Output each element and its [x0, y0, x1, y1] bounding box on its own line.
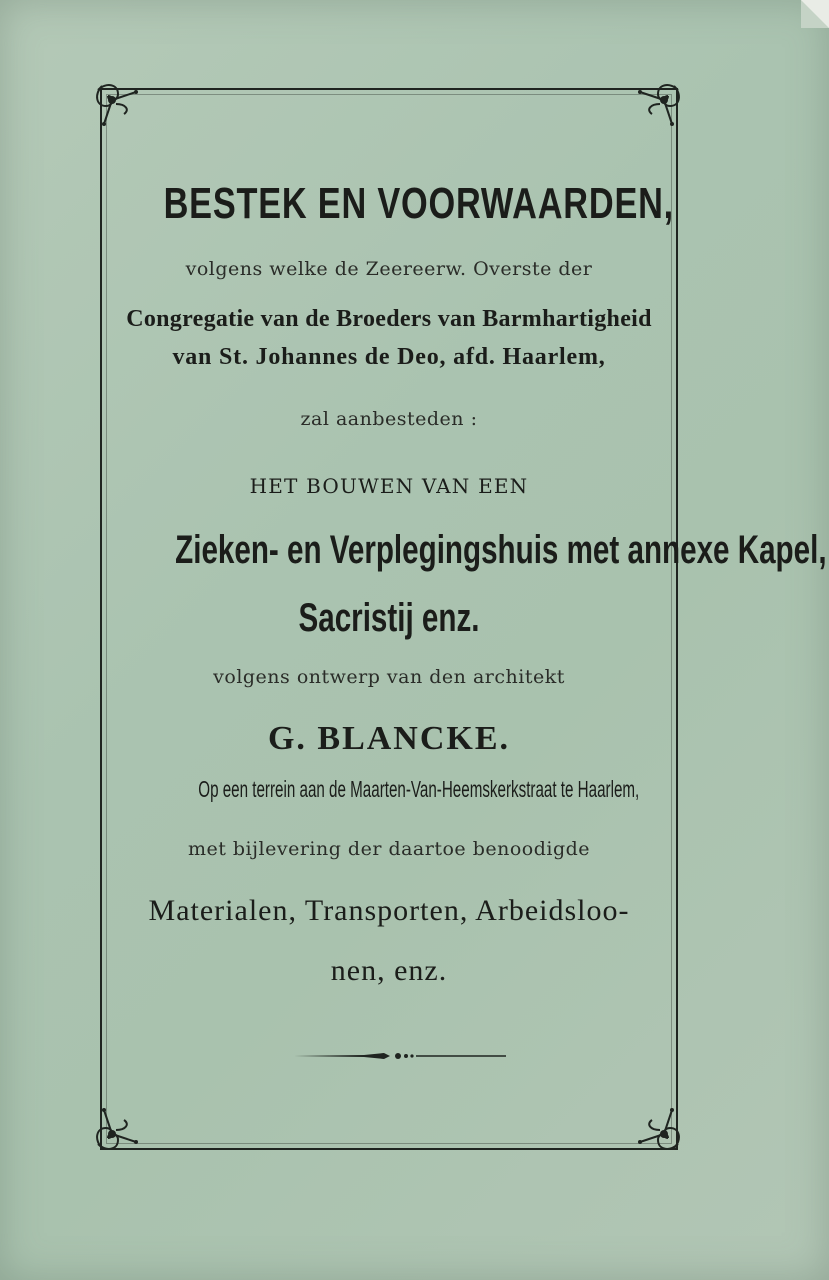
folded-corner	[801, 0, 829, 28]
architect-name: G. BLANCKE.	[267, 720, 511, 757]
tender-line: zal aanbesteden :	[300, 408, 478, 430]
supply-line: met bijlevering der daartoe benoodigde	[187, 838, 591, 860]
location-line: Op een terrein aan de Maarten-Van-Heemskerkstraat te Haarlem,	[198, 776, 640, 802]
materials-line-end: nen, enz.	[330, 954, 448, 987]
congregation-name: Congregatie van de Broeders van Barmhartigheid	[126, 306, 652, 332]
floral-corner-ornament-icon	[630, 80, 684, 134]
intro-line: volgens welke de Zeereerw. Overste der	[185, 258, 593, 280]
decorative-rule-icon	[294, 1048, 506, 1064]
floral-corner-ornament-icon	[92, 1100, 146, 1154]
document-title: BESTEK EN VOORWAARDEN,	[163, 179, 674, 228]
floral-corner-ornament-icon	[92, 80, 146, 134]
design-line: volgens ontwerp van den architekt	[213, 666, 565, 688]
project-subtitle: Sacristij enz.	[298, 596, 480, 640]
project-heading: HET BOUWEN VAN EEN	[249, 474, 529, 498]
department-line: van St. Johannes de Deo, afd. Haarlem,	[172, 344, 606, 370]
floral-corner-ornament-icon	[630, 1100, 684, 1154]
project-title: Zieken- en Verplegingshuis met annexe Kapel,	[175, 528, 827, 572]
materials-line: Materialen, Transporten, Arbeidsloo-	[148, 894, 630, 927]
